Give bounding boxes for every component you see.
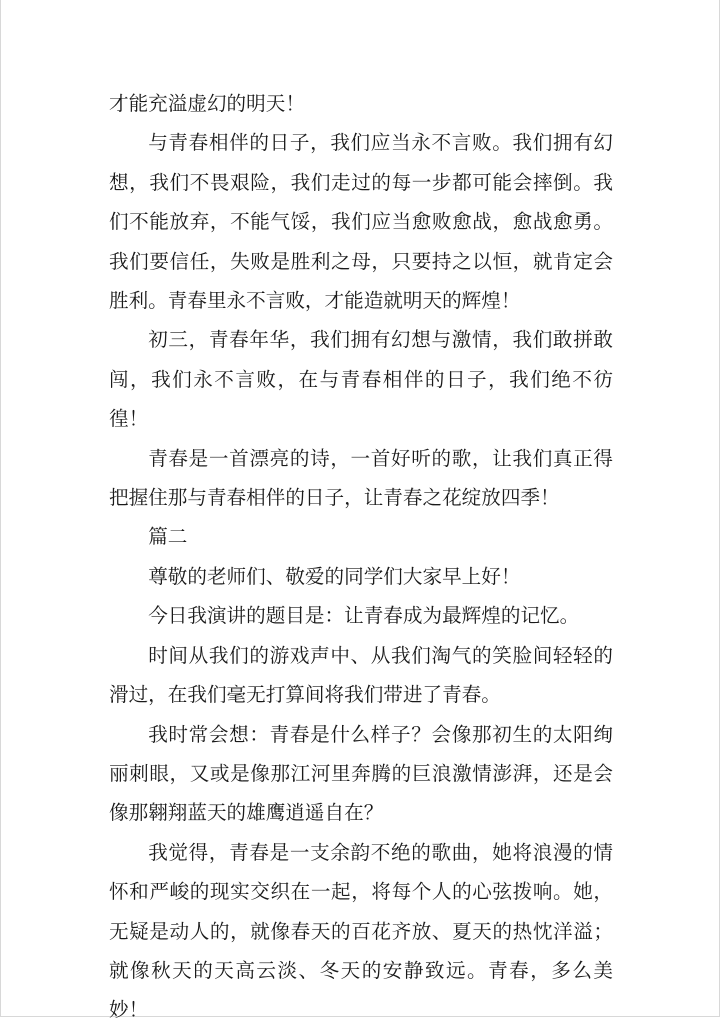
paragraph: 我时常会想：青春是什么样子？会像那初生的太阳绚丽刺眼，又或是像那江河里奔腾的巨浪激情澎湃，还是会像那翱翔蓝天的雄鹰逍遥自在？ [109,722,613,825]
section-heading: 篇二 [148,525,188,549]
paragraph: 我觉得，青春是一支余韵不绝的歌曲，她将浪漫的情怀和严峻的现实交织在一起，将每个人的心弦拨响。她，无疑是动人的，就像春天的百花齐放、夏天的热忱洋溢；就像秋天的天高云淡、冬天的安静致远。青春，多么美妙！ [109,840,613,1022]
paragraph: 时间从我们的游戏声中、从我们淘气的笑脸间轻轻的滑过，在我们毫无打算间将我们带进了青春。 [109,643,613,707]
paragraph: 与青春相伴的日子，我们应当永不言败。我们拥有幻想，我们不畏艰险，我们走过的每一步都可能会摔倒。我们不能放弃，不能气馁，我们应当愈败愈战，愈战愈勇。我们要信任，失败是胜利之母，只要持之以恒，就肯定会胜利。青春里永不言败，才能造就明天的辉煌！ [109,131,613,313]
document-body [109,84,613,1030]
speech-topic: 今日我演讲的题目是：让青春成为最辉煌的记忆。 [148,604,580,628]
greeting: 尊敬的老师们、敬爱的同学们大家早上好！ [148,564,521,588]
paragraph: 青春是一首漂亮的诗，一首好听的歌，让我们真正得把握住那与青春相伴的日子，让青春之花绽放四季！ [109,446,613,510]
paragraph: 初三，青春年华，我们拥有幻想与激情，我们敢拼敢闯，我们永不言败，在与青春相伴的日子，我们绝不彷徨！ [109,328,613,431]
paragraph: 才能充溢虚幻的明天！ [109,92,305,115]
